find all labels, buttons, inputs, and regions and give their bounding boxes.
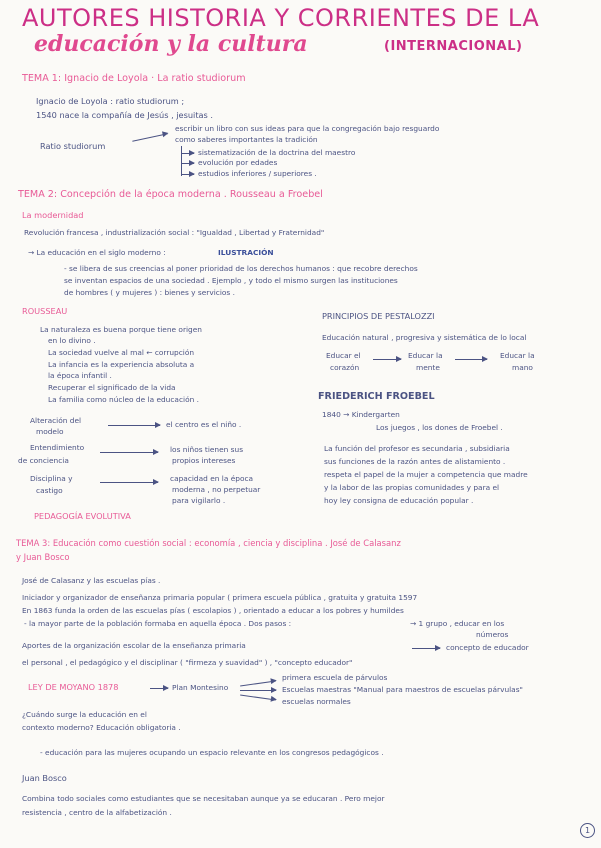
ley-branch: escuelas normales bbox=[282, 697, 351, 706]
rousseau-line: la época infantil . bbox=[48, 371, 112, 380]
tema3-line: concepto de educador bbox=[446, 643, 529, 652]
rousseau-line: en lo divino . bbox=[48, 336, 96, 345]
arrow-icon bbox=[240, 690, 276, 691]
rousseau-line: La naturaleza es buena porque tiene origen bbox=[40, 325, 202, 334]
rousseau-line: La familia como núcleo de la educación . bbox=[48, 395, 199, 404]
froebel-line: hoy ley consigna de educación popular . bbox=[324, 496, 474, 505]
tema1-line: Ignacio de Loyola : ratio studiorum ; bbox=[36, 96, 185, 106]
tema3-line: - educación para las mujeres ocupando un espacio relevante en los congresos pedagógicos . bbox=[40, 748, 384, 757]
tema3-heading: TEMA 3: Educación como cuestión social : economía , ciencia y disciplina . José de Calasanz bbox=[16, 538, 401, 548]
tema3-line: contexto moderno? Educación obligatoria . bbox=[22, 723, 181, 732]
tema1-branch: sistematización de la doctrina del maestro bbox=[198, 148, 356, 157]
arrow-icon bbox=[455, 359, 487, 360]
arrow-icon bbox=[100, 482, 158, 483]
tema2-line: se inventan espacios de una sociedad . Ejemplo , y todo el mismo surgen las instituciones bbox=[64, 276, 398, 285]
ley-branch: primera escuela de párvulos bbox=[282, 673, 388, 682]
rousseau-item: Alteración del bbox=[30, 416, 82, 425]
tema3-line: Aportes de la organización escolar de la enseñanza primaria bbox=[22, 641, 246, 650]
tema1-branch: estudios inferiores / superiores . bbox=[198, 169, 317, 178]
tema2-subheading: La modernidad bbox=[22, 210, 84, 220]
tema3-line: José de Calasanz y las escuelas pías . bbox=[22, 576, 161, 585]
tema3-line: - la mayor parte de la población formaba en aquella época . Dos pasos : bbox=[24, 619, 292, 628]
tema3-line: Combina todo sociales como estudiantes que se necesitaban aunque ya se educaran . Pero mejor bbox=[22, 794, 385, 803]
tema3-line: → 1 grupo , educar en los bbox=[410, 619, 505, 628]
rousseau-item: moderna , no perpetuar bbox=[172, 485, 261, 494]
rousseau-item: los niños tienen sus bbox=[170, 445, 244, 454]
pestalozzi-concept: Educar el bbox=[326, 351, 361, 360]
page-title: AUTORES HISTORIA Y CORRIENTES DE LA bbox=[22, 4, 540, 32]
tema1-branch: evolución por edades bbox=[198, 158, 278, 167]
rousseau-item: propios intereses bbox=[172, 456, 236, 465]
froebel-line: 1840 → Kindergarten bbox=[322, 410, 400, 419]
tema3-line: En 1863 funda la orden de las escuelas pías ( escolapios ) , orientado a educar a los pobres y humildes bbox=[22, 606, 404, 615]
arrow-icon bbox=[240, 680, 276, 686]
tema3-line: el personal , el pedagógico y el disciplinar ( "firmeza y suavidad" ) , "concepto educador" bbox=[22, 658, 353, 667]
tema1-branch: escribir un libro con sus ideas para que la congregación bajo resguardo bbox=[175, 124, 440, 133]
page-title-script: educación y la cultura bbox=[34, 31, 308, 57]
tema2-line: Revolución francesa , industrialización social : "Igualdad , Libertad y Fraternidad" bbox=[24, 228, 325, 237]
arrow-icon bbox=[150, 688, 168, 689]
pedagogia-evolutiva: PEDAGOGÍA EVOLUTIVA bbox=[34, 511, 131, 521]
rousseau-item: para vigilarlo . bbox=[172, 496, 226, 505]
pestalozzi-concept: Educar la bbox=[408, 351, 443, 360]
brace-icon bbox=[181, 146, 182, 176]
pestalozzi-heading: PRINCIPIOS DE PESTALOZZI bbox=[322, 311, 435, 321]
tema2-line: - se libera de sus creencias al poner prioridad de los derechos humanos : que recobre derechos bbox=[64, 264, 418, 273]
arrow-icon bbox=[182, 153, 194, 154]
tema2-heading: TEMA 2: Concepción de la época moderna . Rousseau a Froebel bbox=[18, 189, 323, 200]
arrow-icon bbox=[373, 359, 401, 360]
rousseau-line: La sociedad vuelve al mal ← corrupción bbox=[48, 348, 195, 357]
rousseau-item: de conciencia bbox=[18, 456, 69, 465]
rousseau-item: castigo bbox=[36, 486, 63, 495]
tema3-line: ¿Cuándo surge la educación en el bbox=[22, 710, 147, 719]
froebel-line: La función del profesor es secundaria , subsidiaria bbox=[324, 444, 510, 453]
tema1-branch: como saberes importantes la tradición bbox=[175, 135, 318, 144]
rousseau-item: capacidad en la época bbox=[170, 474, 254, 483]
rousseau-item: Entendimiento bbox=[30, 443, 85, 452]
froebel-line: sus funciones de la razón antes de alistamiento . bbox=[324, 457, 506, 466]
page-title-paren: (INTERNACIONAL) bbox=[384, 39, 523, 54]
arrow-icon bbox=[412, 648, 440, 649]
pestalozzi-line: Educación natural , progresiva y sistemática de lo local bbox=[322, 333, 527, 342]
arrow-icon bbox=[108, 425, 160, 426]
rousseau-item: modelo bbox=[36, 427, 64, 436]
pestalozzi-concept: mente bbox=[416, 363, 440, 372]
rousseau-line: La infancia es la experiencia absoluta a bbox=[48, 360, 195, 369]
arrow-icon bbox=[240, 694, 276, 700]
tema1-line: 1540 nace la compañía de Jesús , jesuitas . bbox=[36, 110, 214, 120]
froebel-heading: FRIEDERICH FROEBEL bbox=[318, 391, 435, 402]
tema3-heading: y Juan Bosco bbox=[16, 552, 70, 562]
arrow-icon bbox=[100, 452, 158, 453]
froebel-line: respeta el papel de la mujer a competencia que madre bbox=[324, 470, 528, 479]
arrow-icon bbox=[182, 163, 194, 164]
tema1-heading: TEMA 1: Ignacio de Loyola · La ratio studiorum bbox=[22, 73, 246, 84]
tema3-line: Iniciador y organizador de enseñanza primaria popular ( primera escuela pública , gratuita y gratuita 1597 bbox=[22, 593, 418, 602]
ley-branch: Escuelas maestras "Manual para maestros de escuelas párvulas" bbox=[282, 685, 523, 694]
pestalozzi-concept: corazón bbox=[330, 363, 360, 372]
froebel-line: Los juegos , los dones de Froebel . bbox=[376, 423, 503, 432]
page-number: 1 bbox=[580, 823, 595, 838]
ley-plan: Plan Montesino bbox=[172, 683, 229, 692]
juan-bosco-heading: Juan Bosco bbox=[22, 773, 67, 783]
rousseau-line: Recuperar el significado de la vida bbox=[48, 383, 176, 392]
tema2-line: de hombres ( y mujeres ) : bienes y servicios . bbox=[64, 288, 235, 297]
tema3-line: resistencia , centro de la alfabetización . bbox=[22, 808, 172, 817]
tema3-line: números bbox=[476, 630, 509, 639]
tema2-line: → La educación en el siglo moderno : bbox=[28, 248, 166, 257]
tema1-label: Ratio studiorum bbox=[40, 141, 106, 151]
rousseau-heading: ROUSSEAU bbox=[22, 306, 68, 316]
pestalozzi-concept: Educar la bbox=[500, 351, 535, 360]
tema2-ilustracion: ILUSTRACIÓN bbox=[218, 248, 274, 257]
froebel-line: y la labor de las propias comunidades y para el bbox=[324, 483, 500, 492]
arrow-icon bbox=[182, 174, 194, 175]
ley-moyano: LEY DE MOYANO 1878 bbox=[28, 682, 119, 692]
rousseau-item: el centro es el niño . bbox=[166, 420, 242, 429]
pestalozzi-concept: mano bbox=[512, 363, 533, 372]
arrow-icon bbox=[132, 133, 167, 141]
rousseau-item: Disciplina y bbox=[30, 474, 73, 483]
